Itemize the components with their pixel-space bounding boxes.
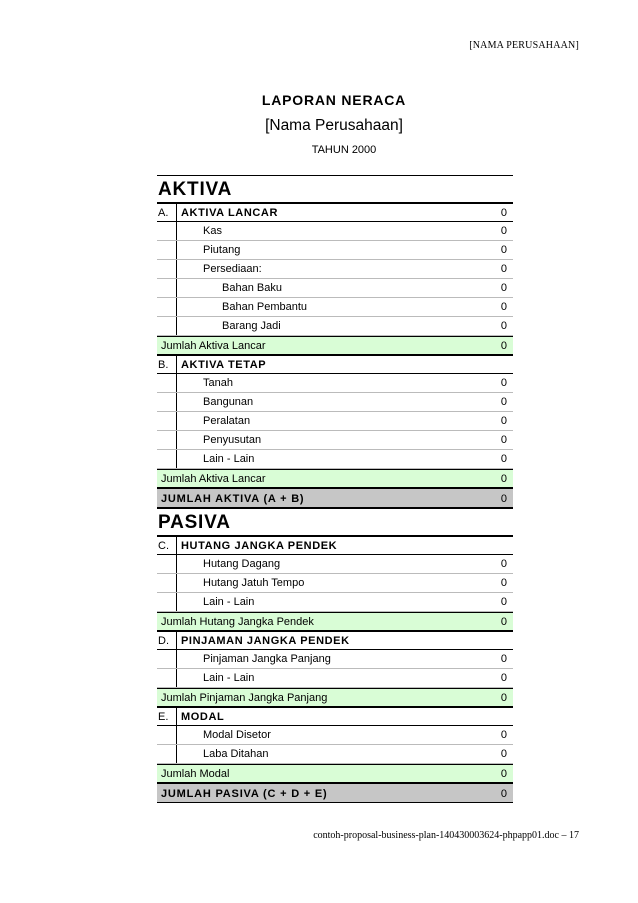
line-item-value: 0 bbox=[500, 282, 507, 294]
line-item bbox=[157, 574, 513, 593]
line-item-value: 0 bbox=[500, 396, 507, 408]
line-item-label: Peralatan bbox=[176, 412, 487, 430]
subtotal-value: 0 bbox=[500, 768, 507, 780]
line-item-value: 0 bbox=[500, 301, 507, 313]
category-label: MODAL bbox=[176, 708, 487, 725]
category-letter: B. bbox=[158, 359, 169, 371]
line-item-value: 0 bbox=[500, 729, 507, 741]
subtotal-row bbox=[157, 336, 513, 355]
line-item bbox=[157, 279, 513, 298]
category-aktiva-lancar bbox=[157, 203, 513, 222]
category-label: HUTANG JANGKA PENDEK bbox=[176, 537, 487, 554]
section-aktiva: AKTIVA bbox=[157, 175, 513, 203]
total-label: JUMLAH AKTIVA (A + B) bbox=[161, 493, 305, 505]
line-item bbox=[157, 222, 513, 241]
category-value: 0 bbox=[500, 207, 507, 219]
category-letter: D. bbox=[158, 635, 169, 647]
subtotal-value: 0 bbox=[500, 340, 507, 352]
line-item bbox=[157, 393, 513, 412]
total-pasiva-row bbox=[157, 783, 513, 803]
line-item-value: 0 bbox=[500, 415, 507, 427]
category-label: AKTIVA LANCAR bbox=[176, 204, 487, 221]
line-item-label: Piutang bbox=[176, 241, 487, 259]
subtotal-value: 0 bbox=[500, 616, 507, 628]
line-item bbox=[157, 555, 513, 574]
line-item bbox=[157, 593, 513, 612]
header-company-placeholder: [NAMA PERUSAHAAN] bbox=[469, 40, 579, 51]
page-footer: contoh-proposal-business-plan-140430003624-phpapp01.doc – 17 bbox=[313, 830, 579, 841]
line-item-label: Laba Ditahan bbox=[176, 745, 487, 763]
line-item-label: Kas bbox=[176, 222, 487, 240]
line-item-value: 0 bbox=[500, 320, 507, 332]
category-letter: C. bbox=[158, 540, 169, 552]
balance-sheet-table bbox=[157, 175, 513, 803]
category-letter: A. bbox=[158, 207, 169, 219]
line-item bbox=[157, 412, 513, 431]
line-item-label: Bahan Pembantu bbox=[176, 298, 487, 316]
line-item-value: 0 bbox=[500, 748, 507, 760]
line-item-value: 0 bbox=[500, 653, 507, 665]
line-item-label: Hutang Jatuh Tempo bbox=[176, 574, 487, 592]
line-item-value: 0 bbox=[500, 263, 507, 275]
line-item bbox=[157, 726, 513, 745]
line-item-value: 0 bbox=[500, 225, 507, 237]
line-item bbox=[157, 317, 513, 336]
subtotal-label: Jumlah Pinjaman Jangka Panjang bbox=[161, 692, 328, 704]
line-item bbox=[157, 298, 513, 317]
line-item bbox=[157, 669, 513, 688]
line-item-value: 0 bbox=[500, 453, 507, 465]
subtotal-row bbox=[157, 469, 513, 488]
line-item-label: Bangunan bbox=[176, 393, 487, 411]
line-item-label: Pinjaman Jangka Panjang bbox=[176, 650, 487, 668]
total-value: 0 bbox=[500, 493, 507, 505]
line-item bbox=[157, 450, 513, 469]
line-item-label: Penyusutan bbox=[176, 431, 487, 449]
line-item bbox=[157, 260, 513, 279]
line-item-label: Hutang Dagang bbox=[176, 555, 487, 573]
line-item-label: Persediaan: bbox=[176, 260, 487, 278]
line-item-value: 0 bbox=[500, 558, 507, 570]
subtotal-label: Jumlah Aktiva Lancar bbox=[161, 473, 266, 485]
line-item-label: Modal Disetor bbox=[176, 726, 487, 744]
line-item-value: 0 bbox=[500, 244, 507, 256]
report-year: TAHUN 2000 bbox=[311, 144, 377, 156]
category-label: AKTIVA TETAP bbox=[176, 356, 487, 373]
line-item bbox=[157, 241, 513, 260]
report-heading: LAPORAN NERACA bbox=[261, 92, 407, 108]
category-modal bbox=[157, 707, 513, 726]
subtotal-row bbox=[157, 688, 513, 707]
subtotal-value: 0 bbox=[500, 473, 507, 485]
section-pasiva: PASIVA bbox=[157, 508, 513, 536]
line-item-value: 0 bbox=[500, 672, 507, 684]
subtotal-label: Jumlah Aktiva Lancar bbox=[161, 340, 266, 352]
category-letter: E. bbox=[158, 711, 169, 723]
total-value: 0 bbox=[500, 788, 507, 800]
category-label: PINJAMAN JANGKA PENDEK bbox=[176, 632, 487, 649]
line-item-label: Lain - Lain bbox=[176, 669, 487, 687]
line-item-label: Barang Jadi bbox=[176, 317, 487, 335]
subtotal-label: Jumlah Modal bbox=[161, 768, 230, 780]
subtotal-value: 0 bbox=[500, 692, 507, 704]
category-aktiva-tetap bbox=[157, 355, 513, 374]
line-item bbox=[157, 650, 513, 669]
category-hutang-jangka-pendek bbox=[157, 536, 513, 555]
subtotal-row bbox=[157, 764, 513, 783]
subtotal-row bbox=[157, 612, 513, 631]
subtotal-label: Jumlah Hutang Jangka Pendek bbox=[161, 616, 314, 628]
line-item-label: Lain - Lain bbox=[176, 593, 487, 611]
line-item-label: Lain - Lain bbox=[176, 450, 487, 468]
report-title-block bbox=[0, 92, 638, 156]
line-item bbox=[157, 374, 513, 393]
line-item-value: 0 bbox=[500, 596, 507, 608]
line-item-label: Bahan Baku bbox=[176, 279, 487, 297]
total-label: JUMLAH PASIVA (C + D + E) bbox=[161, 788, 328, 800]
line-item-value: 0 bbox=[500, 577, 507, 589]
line-item-value: 0 bbox=[500, 434, 507, 446]
category-pinjaman-jangka-pendek bbox=[157, 631, 513, 650]
report-company: [Nama Perusahaan] bbox=[265, 117, 403, 134]
line-item bbox=[157, 745, 513, 764]
line-item bbox=[157, 431, 513, 450]
line-item-label: Tanah bbox=[176, 374, 487, 392]
total-aktiva-row bbox=[157, 488, 513, 508]
line-item-value: 0 bbox=[500, 377, 507, 389]
